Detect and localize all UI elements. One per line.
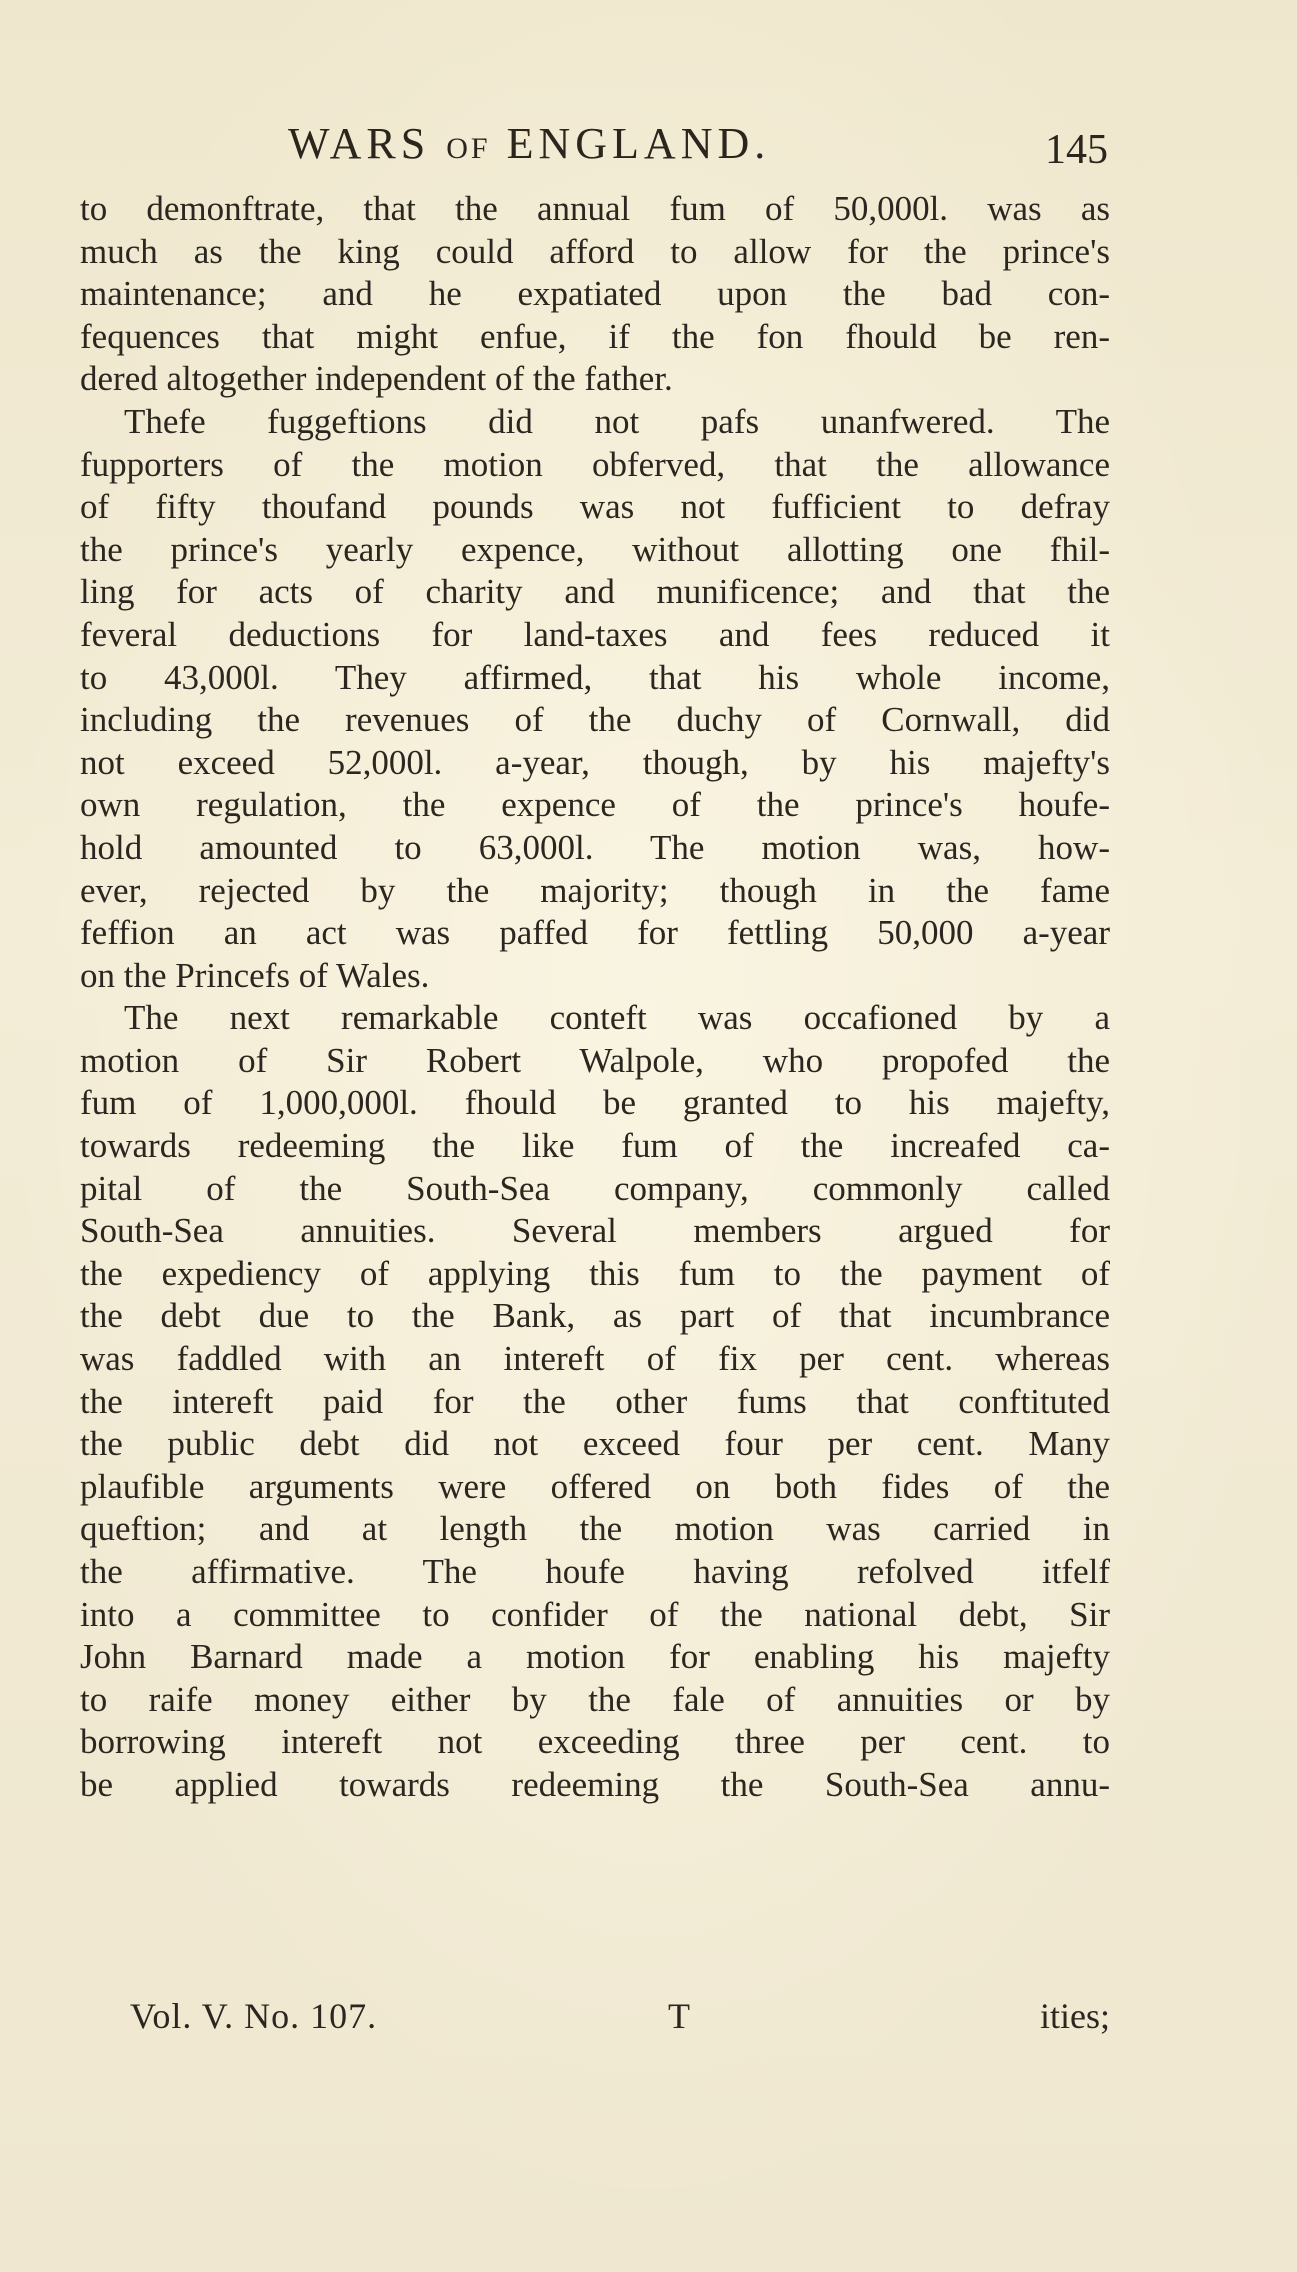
text-line: into a committee to confider of the national debt, Sir <box>80 1594 1110 1634</box>
text-line: The next remarkable conteft was occafioned by a <box>124 998 1110 1038</box>
text-line: the expediency of applying this fum to the payment of <box>80 1253 1110 1293</box>
text-line: maintenance; and he expatiated upon the bad con- <box>80 274 1110 314</box>
text-line: fum of 1,000,000l. fhould be granted to his majefty, <box>80 1083 1110 1123</box>
text-line: fupporters of the motion obferved, that the allowance <box>80 444 1110 484</box>
volume-label: Vol. V. No. 107. <box>130 1996 378 2036</box>
text-line: South-Sea annuities. Several members argued for <box>80 1211 1110 1251</box>
text-line: of fifty thoufand pounds was not fufficient to defray <box>80 487 1110 527</box>
catchword: ities; <box>1040 1996 1110 2036</box>
text-line: feveral deductions for land-taxes and fees reduced it <box>80 614 1110 654</box>
text-line: the intereft paid for the other fums that conftituted <box>80 1381 1110 1421</box>
text-line: the public debt did not exceed four per cent. Many <box>80 1424 1110 1464</box>
text-line: towards redeeming the like fum of the increafed ca- <box>80 1126 1110 1166</box>
text-line: queftion; and at length the motion was carried in <box>80 1509 1110 1549</box>
signature-mark: T <box>668 1996 690 2036</box>
text-line: to 43,000l. They affirmed, that his whole income, <box>80 657 1110 697</box>
text-line: was faddled with an intereft of fix per cent. whereas <box>80 1339 1110 1379</box>
text-line: to raife money either by the fale of annuities or by <box>80 1679 1110 1719</box>
text-line: including the revenues of the duchy of Cornwall, did <box>80 700 1110 740</box>
text-line: dered altogether independent of the father. <box>80 359 673 399</box>
running-head-of: OF <box>446 132 491 165</box>
text-line: not exceed 52,000l. a-year, though, by his majefty's <box>80 742 1110 782</box>
page-footer <box>130 1995 1120 2045</box>
text-line: John Barnard made a motion for enabling his majefty <box>80 1637 1110 1677</box>
text-line: ever, rejected by the majority; though in the fame <box>80 870 1110 910</box>
text-line: hold amounted to 63,000l. The motion was, how- <box>80 827 1110 867</box>
running-head-england: ENGLAND. <box>506 119 771 168</box>
text-line: much as the king could afford to allow for the prince's <box>80 231 1110 271</box>
text-line: Thefe fuggeftions did not pafs unanfwered. The <box>124 401 1110 441</box>
page-header <box>288 118 1148 182</box>
text-line: be applied towards redeeming the South-Sea annu- <box>80 1764 1110 1804</box>
text-line: pital of the South-Sea company, commonly called <box>80 1168 1110 1208</box>
text-line: fequences that might enfue, if the fon fhould be ren- <box>80 316 1110 356</box>
text-line: plaufible arguments were offered on both fides of the <box>80 1466 1110 1506</box>
text-line: own regulation, the expence of the prince's houfe- <box>80 785 1110 825</box>
text-line: the debt due to the Bank, as part of that incumbrance <box>80 1296 1110 1336</box>
text-line: motion of Sir Robert Walpole, who propofed the <box>80 1040 1110 1080</box>
text-line: feffion an act was paffed for fettling 50,000 a-year <box>80 913 1110 953</box>
running-head-wars: WARS <box>288 119 431 168</box>
text-line: ling for acts of charity and munificence; and that the <box>80 572 1110 612</box>
text-line: to demonftrate, that the annual fum of 50,000l. was as <box>80 189 1110 228</box>
body-text <box>80 188 1110 1807</box>
text-line: the affirmative. The houfe having refolved itfelf <box>80 1552 1110 1591</box>
running-head <box>288 118 770 169</box>
page-number: 145 <box>1045 127 1108 173</box>
text-line: the prince's yearly expence, without allotting one fhil- <box>80 529 1110 569</box>
text-line: borrowing intereft not exceeding three per cent. to <box>80 1722 1110 1762</box>
text-line: on the Princefs of Wales. <box>80 955 430 995</box>
